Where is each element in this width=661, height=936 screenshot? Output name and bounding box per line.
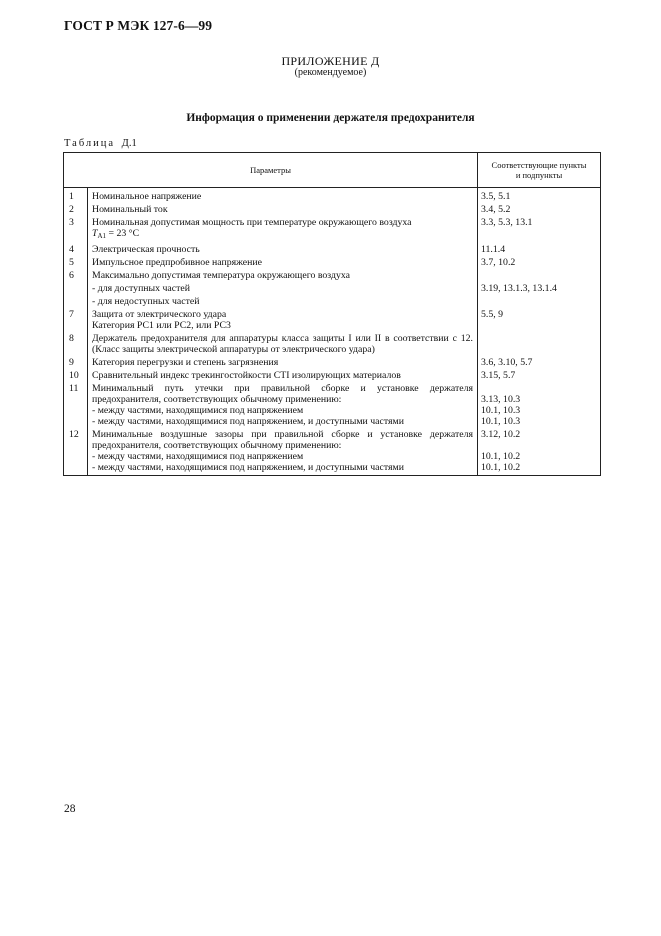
row-parameter: Импульсное предпробивное напряжение — [88, 255, 478, 268]
row-parameter: - для недоступных частей — [88, 294, 478, 307]
row-parameter: - для доступных частей — [88, 281, 478, 294]
row-clauses — [478, 331, 601, 355]
row-clauses: 3.7, 10.2 — [478, 255, 601, 268]
row-clauses — [478, 268, 601, 281]
row-clauses: 3.5, 5.1 — [478, 188, 601, 203]
table-row — [64, 294, 601, 307]
row-parameter — [88, 215, 478, 242]
section-title: Информация о применении держателя предохранителя — [186, 112, 475, 124]
row-parameter — [88, 427, 478, 476]
row-parameter: Категория перегрузки и степень загрязнения — [88, 355, 478, 368]
row-parameter-item: - между частями, находящимися под напряжением, и доступными частями — [92, 416, 404, 427]
standard-code-header: ГОСТ Р МЭК 127-6—99 — [64, 18, 213, 33]
table-row — [64, 242, 601, 255]
table-header-row — [64, 153, 601, 188]
table-row — [64, 202, 601, 215]
row-number — [64, 281, 88, 294]
ambient-temperature-formula: $T_{A1} = 23$ °С — [92, 228, 140, 240]
row-number: 1 — [64, 188, 88, 203]
row-parameter: Держатель предохранителя для аппаратуры класса защиты I или II в соответствии с 12. (Класс защиты электрической аппаратуры от электрического удара) — [88, 331, 478, 355]
row-number — [64, 294, 88, 307]
row-clauses-item: 10.1, 10.3 — [481, 405, 521, 416]
table-caption-word: Таблица — [64, 138, 116, 149]
row-clauses — [478, 381, 601, 427]
row-clauses — [478, 427, 601, 476]
appendix-subtitle: (рекомендуемое) — [294, 67, 367, 78]
row-parameter — [88, 381, 478, 427]
table-caption-number: Д.1 — [121, 138, 137, 149]
row-parameter-text: Категория РС1 или РС2, или РС3 — [92, 320, 231, 331]
row-number: 2 — [64, 202, 88, 215]
table-row — [64, 368, 601, 381]
row-clauses-item: 10.1, 10.2 — [481, 462, 521, 473]
table-row — [64, 188, 601, 203]
row-clauses-item: 3.13, 10.3 — [481, 394, 521, 405]
table-row — [64, 255, 601, 268]
row-clauses: 3.4, 5.2 — [478, 202, 601, 215]
table-row — [64, 215, 601, 242]
clauses-header-line2: и подпункты — [515, 170, 563, 180]
row-parameter-text: Минимальный путь утечки при правильной сборке и установке держателя предохранителя, соответствующих обычному применению: — [92, 383, 473, 405]
row-parameter: Номинальный ток — [88, 202, 478, 215]
row-number: 4 — [64, 242, 88, 255]
row-parameter-item: - между частями, находящимися под напряжением — [92, 405, 304, 416]
row-clauses — [478, 294, 601, 307]
page-number: 28 — [64, 803, 76, 815]
row-clauses-item: 10.1, 10.3 — [481, 416, 521, 427]
row-parameter: Сравнительный индекс трекингостойкости CTI изолирующих материалов — [88, 368, 478, 381]
table-row — [64, 381, 601, 427]
row-clauses: 3.6, 3.10, 5.7 — [478, 355, 601, 368]
row-clauses: 5.5, 9 — [478, 307, 601, 331]
row-parameter: Номинальное напряжение — [88, 188, 478, 203]
clauses-header-line1: Соответствующие пункты — [491, 160, 587, 170]
row-parameter: Электрическая прочность — [88, 242, 478, 255]
table-row — [64, 355, 601, 368]
row-number: 12 — [64, 427, 88, 476]
appendix-title: ПРИЛОЖЕНИЕ Д — [281, 54, 380, 68]
row-parameter-item: - между частями, находящимися под напряжением — [92, 451, 304, 462]
params-column-header: Параметры — [64, 153, 478, 188]
row-clauses: 3.15, 5.7 — [478, 368, 601, 381]
row-parameter-item: - между частями, находящимися под напряжением, и доступными частями — [92, 462, 404, 473]
row-clauses: 3.19, 13.1.3, 13.1.4 — [478, 281, 601, 294]
row-number: 11 — [64, 381, 88, 427]
row-parameter-text: Номинальная допустимая мощность при температуре окружающего воздуха — [92, 217, 412, 228]
row-clauses: 11.1.4 — [478, 242, 601, 255]
row-parameter-text: Защита от электрического удара — [92, 309, 227, 320]
row-number: 3 — [64, 215, 88, 242]
row-number: 9 — [64, 355, 88, 368]
row-clauses-item: 10.1, 10.2 — [481, 451, 521, 462]
table-row — [64, 331, 601, 355]
clauses-column-header — [478, 153, 601, 188]
row-number: 6 — [64, 268, 88, 281]
table-caption — [64, 138, 137, 149]
table-row — [64, 268, 601, 281]
table-row — [64, 281, 601, 294]
row-number: 8 — [64, 331, 88, 355]
row-parameter-text: Минимальные воздушные зазоры при правильной сборке и установке держателя предохранителя, соответствующих обычному применению: — [92, 429, 473, 451]
row-parameter — [88, 307, 478, 331]
row-number: 7 — [64, 307, 88, 331]
row-clauses: 3.3, 5.3, 13.1 — [478, 215, 601, 242]
row-clauses-item: 3.12, 10.2 — [481, 429, 521, 440]
fuse-holder-info-table — [63, 152, 601, 476]
table-row — [64, 307, 601, 331]
table-row — [64, 427, 601, 476]
row-parameter: Максимально допустимая температура окружающего воздуха — [88, 268, 478, 281]
row-number: 5 — [64, 255, 88, 268]
row-number: 10 — [64, 368, 88, 381]
